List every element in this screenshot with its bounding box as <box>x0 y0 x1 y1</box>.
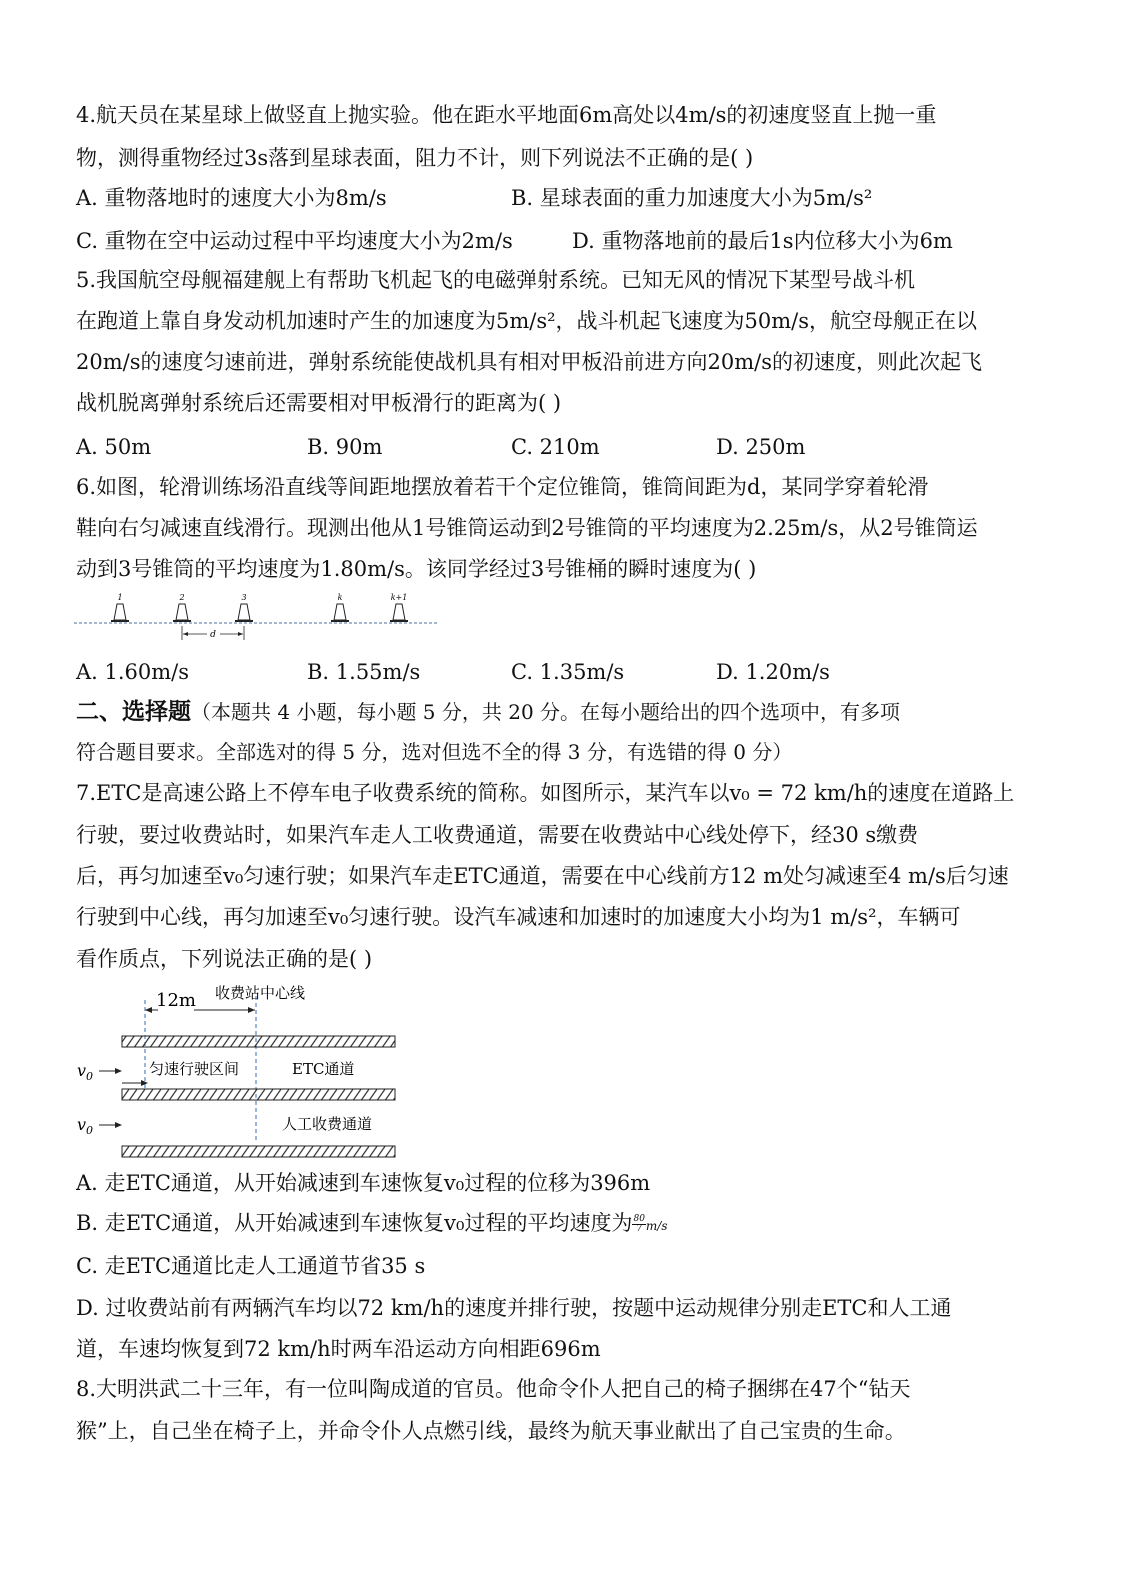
q7-option-b-fraction <box>632 1215 645 1234</box>
q5-line-3: 20m/s的速度匀速前进，弹射系统能使战机具有相对甲板沿前进方向20m/s的初速度，则此次起飞 <box>76 350 982 374</box>
q4-line-1: 4.航天员在某星球上做竖直上抛实验。他在距水平地面6m高处以4m/s的初速度竖直上抛一重 <box>76 103 937 127</box>
q7-option-b-unit: m/s <box>645 1219 668 1233</box>
q5-line-2: 在跑道上靠自身发动机加速时产生的加速度为5m/s²，战斗机起飞速度为50m/s，航空母舰正在以 <box>76 309 978 333</box>
v0-arrow-etc-lower <box>122 1080 148 1086</box>
q5-option-a: A. 50m <box>76 435 152 459</box>
q7-option-d-line-1: D. 过收费站前有两辆汽车均以72 km/h的速度并排行驶，按题中运动规律分别走ETC和人工通 <box>76 1296 952 1320</box>
q7-line-1: 7.ETC是高速公路上不停车电子收费系统的简称。如图所示，某汽车以v₀ = 72 km/h的速度在道路上 <box>76 781 1015 805</box>
section-2-header <box>76 697 1051 727</box>
q7-option-a: A. 走ETC通道，从开始减速到车速恢复v₀过程的位移为396m <box>76 1171 651 1195</box>
svg-text:v0: $v_0$ <box>77 1061 94 1083</box>
q4-option-a: A. 重物落地时的速度大小为8m/s <box>76 186 387 210</box>
fraction-denominator: 7 <box>636 1224 643 1234</box>
cone-label-k-plus-1: k+1 <box>390 593 408 602</box>
cone-2 <box>173 593 191 621</box>
section-2-note-1: （本题共 4 小题，每小题 5 分，共 20 分。在每小题给出的四个选项中，有多项 <box>191 700 901 724</box>
uniform-zone-label: 匀速行驶区间 <box>149 1060 240 1078</box>
q6-line-2: 鞋向右匀减速直线滑行。现测出他从1号锥筒运动到2号锥筒的平均速度为2.25m/s，从2号锥筒运 <box>76 516 978 540</box>
barrier-middle <box>122 1089 395 1100</box>
q5-option-c: C. 210m <box>511 435 600 459</box>
center-line-label: 收费站中心线 <box>215 984 306 1002</box>
q7-line-3: 后，再匀加速至v₀匀速行驶；如果汽车走ETC通道，需要在中心线前方12 m处匀减速至4 m/s后匀速 <box>76 864 1009 888</box>
svg-text:v0: $v_0$ <box>77 1115 94 1137</box>
barrier-bottom <box>122 1146 395 1157</box>
spacing-label: d <box>210 630 216 640</box>
q6-line-1: 6.如图，轮滑训练场沿直线等间距地摆放着若干个定位锥筒，锥筒间距为d，某同学穿着轮滑 <box>76 475 929 499</box>
q7-option-c: C. 走ETC通道比走人工通道节省35 s <box>76 1254 426 1278</box>
q8-line-2: 猴”上，自己坐在椅子上，并命令仆人点燃引线，最终为航天事业献出了自己宝贵的生命。 <box>76 1419 906 1443</box>
cone-3 <box>235 593 253 621</box>
manual-lane-label: 人工收费通道 <box>282 1115 373 1133</box>
etc-lane-label: ETC通道 <box>292 1060 355 1078</box>
q6-line-3: 动到3号锥筒的平均速度为1.80m/s。该同学经过3号锥桶的瞬时速度为( ) <box>76 557 757 581</box>
q5-option-d: D. 250m <box>716 435 806 459</box>
q7-line-2: 行驶，要过收费站时，如果汽车走人工收费通道，需要在收费站中心线处停下，经30 s缴费 <box>76 823 919 847</box>
cone-k <box>331 593 349 621</box>
q8-line-1: 8.大明洪武二十三年，有一位叫陶成道的官员。他命令仆人把自己的椅子捆绑在47个“钻天 <box>76 1377 911 1401</box>
q5-line-4: 战机脱离弹射系统后还需要相对甲板滑行的距离为( ) <box>76 391 562 415</box>
q4-option-b: B. 星球表面的重力加速度大小为5m/s² <box>511 186 873 210</box>
distance-label: 12m <box>156 990 196 1011</box>
q5-option-b: B. 90m <box>307 435 383 459</box>
barrier-top <box>122 1036 395 1047</box>
q6-option-b: B. 1.55m/s <box>307 660 421 684</box>
v0-arrow-manual <box>77 1115 122 1137</box>
q6-option-a: A. 1.60m/s <box>76 660 190 684</box>
q5-line-1: 5.我国航空母舰福建舰上有帮助飞机起飞的电磁弹射系统。已知无风的情况下某型号战斗机 <box>76 268 916 292</box>
cone-1 <box>111 593 129 621</box>
q6-option-c: C. 1.35m/s <box>511 660 625 684</box>
spacing-dimension <box>182 626 244 640</box>
section-2-title: 二、选择题 <box>76 699 191 725</box>
cone-label-1: 1 <box>117 593 123 602</box>
q7-line-5: 看作质点，下列说法正确的是( ) <box>76 947 373 971</box>
q4-option-d: D. 重物落地前的最后1s内位移大小为6m <box>572 229 953 253</box>
q7-option-d-line-2: 道，车速均恢复到72 km/h时两车沿运动方向相距696m <box>76 1337 601 1361</box>
v0-arrow-etc <box>77 1061 122 1083</box>
q6-option-d: D. 1.20m/s <box>716 660 830 684</box>
cone-label-k: k <box>337 593 343 602</box>
q4-line-2: 物，测得重物经过3s落到星球表面，阻力不计，则下列说法不正确的是( ) <box>76 146 754 170</box>
cone-label-3: 3 <box>241 593 247 602</box>
q7-option-b <box>76 1208 1051 1241</box>
cone-figure <box>72 590 442 646</box>
cone-label-2: 2 <box>179 593 185 602</box>
q7-option-b-text: B. 走ETC通道，从开始减速到车速恢复v₀过程的平均速度为 <box>76 1211 633 1235</box>
fraction-numerator: 80 <box>633 1214 645 1224</box>
cone-k-plus-1 <box>390 593 408 621</box>
q4-option-c: C. 重物在空中运动过程中平均速度大小为2m/s <box>76 229 513 253</box>
q7-line-4: 行驶到中心线，再匀加速至v₀匀速行驶。设汽车减速和加速时的加速度大小均为1 m/s²，车辆可 <box>76 905 961 929</box>
toll-station-figure <box>72 982 412 1162</box>
section-2-note-2: 符合题目要求。全部选对的得 5 分，选对但选不全的得 3 分，有选错的得 0 分） <box>76 740 793 764</box>
